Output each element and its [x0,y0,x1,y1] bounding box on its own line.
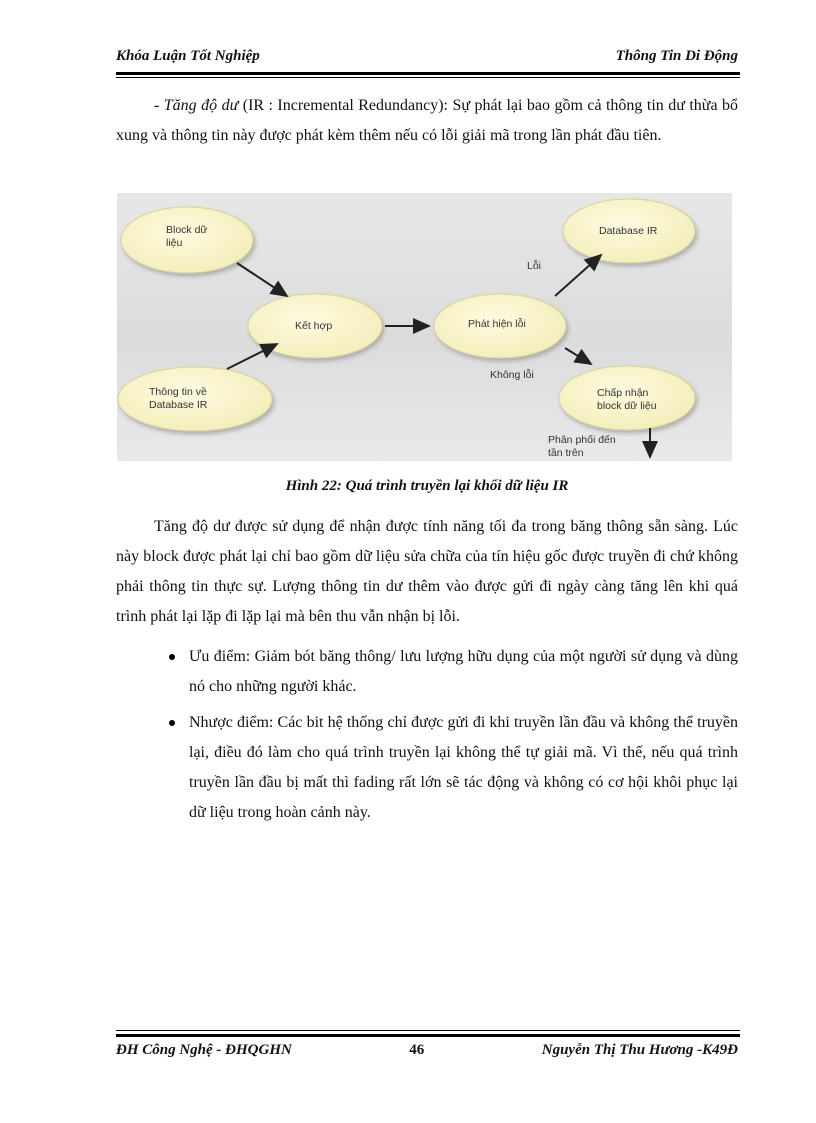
page-number: 46 [409,1042,425,1058]
page-footer [116,1042,738,1059]
header-rule-thin [116,77,740,78]
intro-paragraph [116,91,738,151]
header-right: Thông Tin Di Động [615,48,738,64]
label-accept: Chấp nhận block dữ liệu [597,387,657,412]
label-block: Block dữ liệu [166,224,208,249]
figure-caption: Hình 22: Quá trình truyền lại khối dữ liệu IR [285,478,569,494]
footer-rule-thick [116,1034,740,1037]
footer-left: ĐH Công Nghệ - ĐHQGHN [116,1042,292,1058]
bullet-text: Ưu điểm: Giảm bót băng thông/ lưu lượng hữu dụng của một người sử dụng và dùng nó cho những người khác. [189,648,738,695]
footer-rule-thin [116,1030,740,1031]
label-no-error: Không lỗi [490,369,534,381]
list-item [116,642,738,702]
footer-right: Nguyễn Thị Thu Hương -K49Đ [541,1042,738,1058]
arrow-detect-to-database [555,255,601,296]
arrow-detect-to-accept [565,348,591,364]
header-rule-thick [116,72,740,75]
arrow-info-to-combine [227,344,277,369]
intro-term: - Tăng độ dư [154,97,239,114]
bullet-disadvantage [116,708,738,828]
label-combine: Kết hợp [295,320,333,332]
intro-text: (IR : Incremental Redundancy): Sự phát lại bao gồm cả thông tin dư thừa bổ xung và thông tin này được phát kèm thêm nếu có lỗi giải mã trong lần phát đầu tiên. [116,97,738,144]
bullet-text: Nhược điểm: Các bit hệ thống chỉ được gửi đi khi truyền lần đầu và không thể truyền lại, điều đó làm cho quá trình truyền lại không thể tự giải mã. Vì thế, nếu quá trình truyền lần đầu bị mất thì fading rất lớn sẽ tác động và không có cơ hội khôi phục lại dữ liệu trong hoàn cảnh này. [189,714,738,821]
page-header [116,48,738,65]
arrow-block-to-combine [237,263,287,296]
list-item [116,708,738,828]
label-distribute: Phân phối đến tần trên [548,434,616,459]
body-paragraph: Tăng độ dư được sử dụng để nhận được tính năng tối đa trong băng thông sẵn sàng. Lúc này block được phát lại chỉ bao gồm dữ liệu sửa chữa của tín hiệu gốc được truyền đi chứ không phải thông tin thực sự. Lượng thông tin dư thêm vào được gửi đi ngày càng tăng lên khi quá trình phát lại lặp đi lặp lại mà bên thu vẫn nhận bị lỗi. [116,518,738,625]
label-database: Database IR [599,225,658,237]
bullet-advantage [116,642,738,702]
label-info: Thông tin về Database IR [149,386,208,411]
label-detect: Phát hiện lỗi [468,318,526,330]
label-error: Lỗi [527,260,542,272]
bullet-dot-icon [169,720,175,726]
header-left: Khóa Luận Tốt Nghiệp [116,48,260,64]
ir-process-diagram [117,193,732,461]
bullet-dot-icon [169,654,175,660]
